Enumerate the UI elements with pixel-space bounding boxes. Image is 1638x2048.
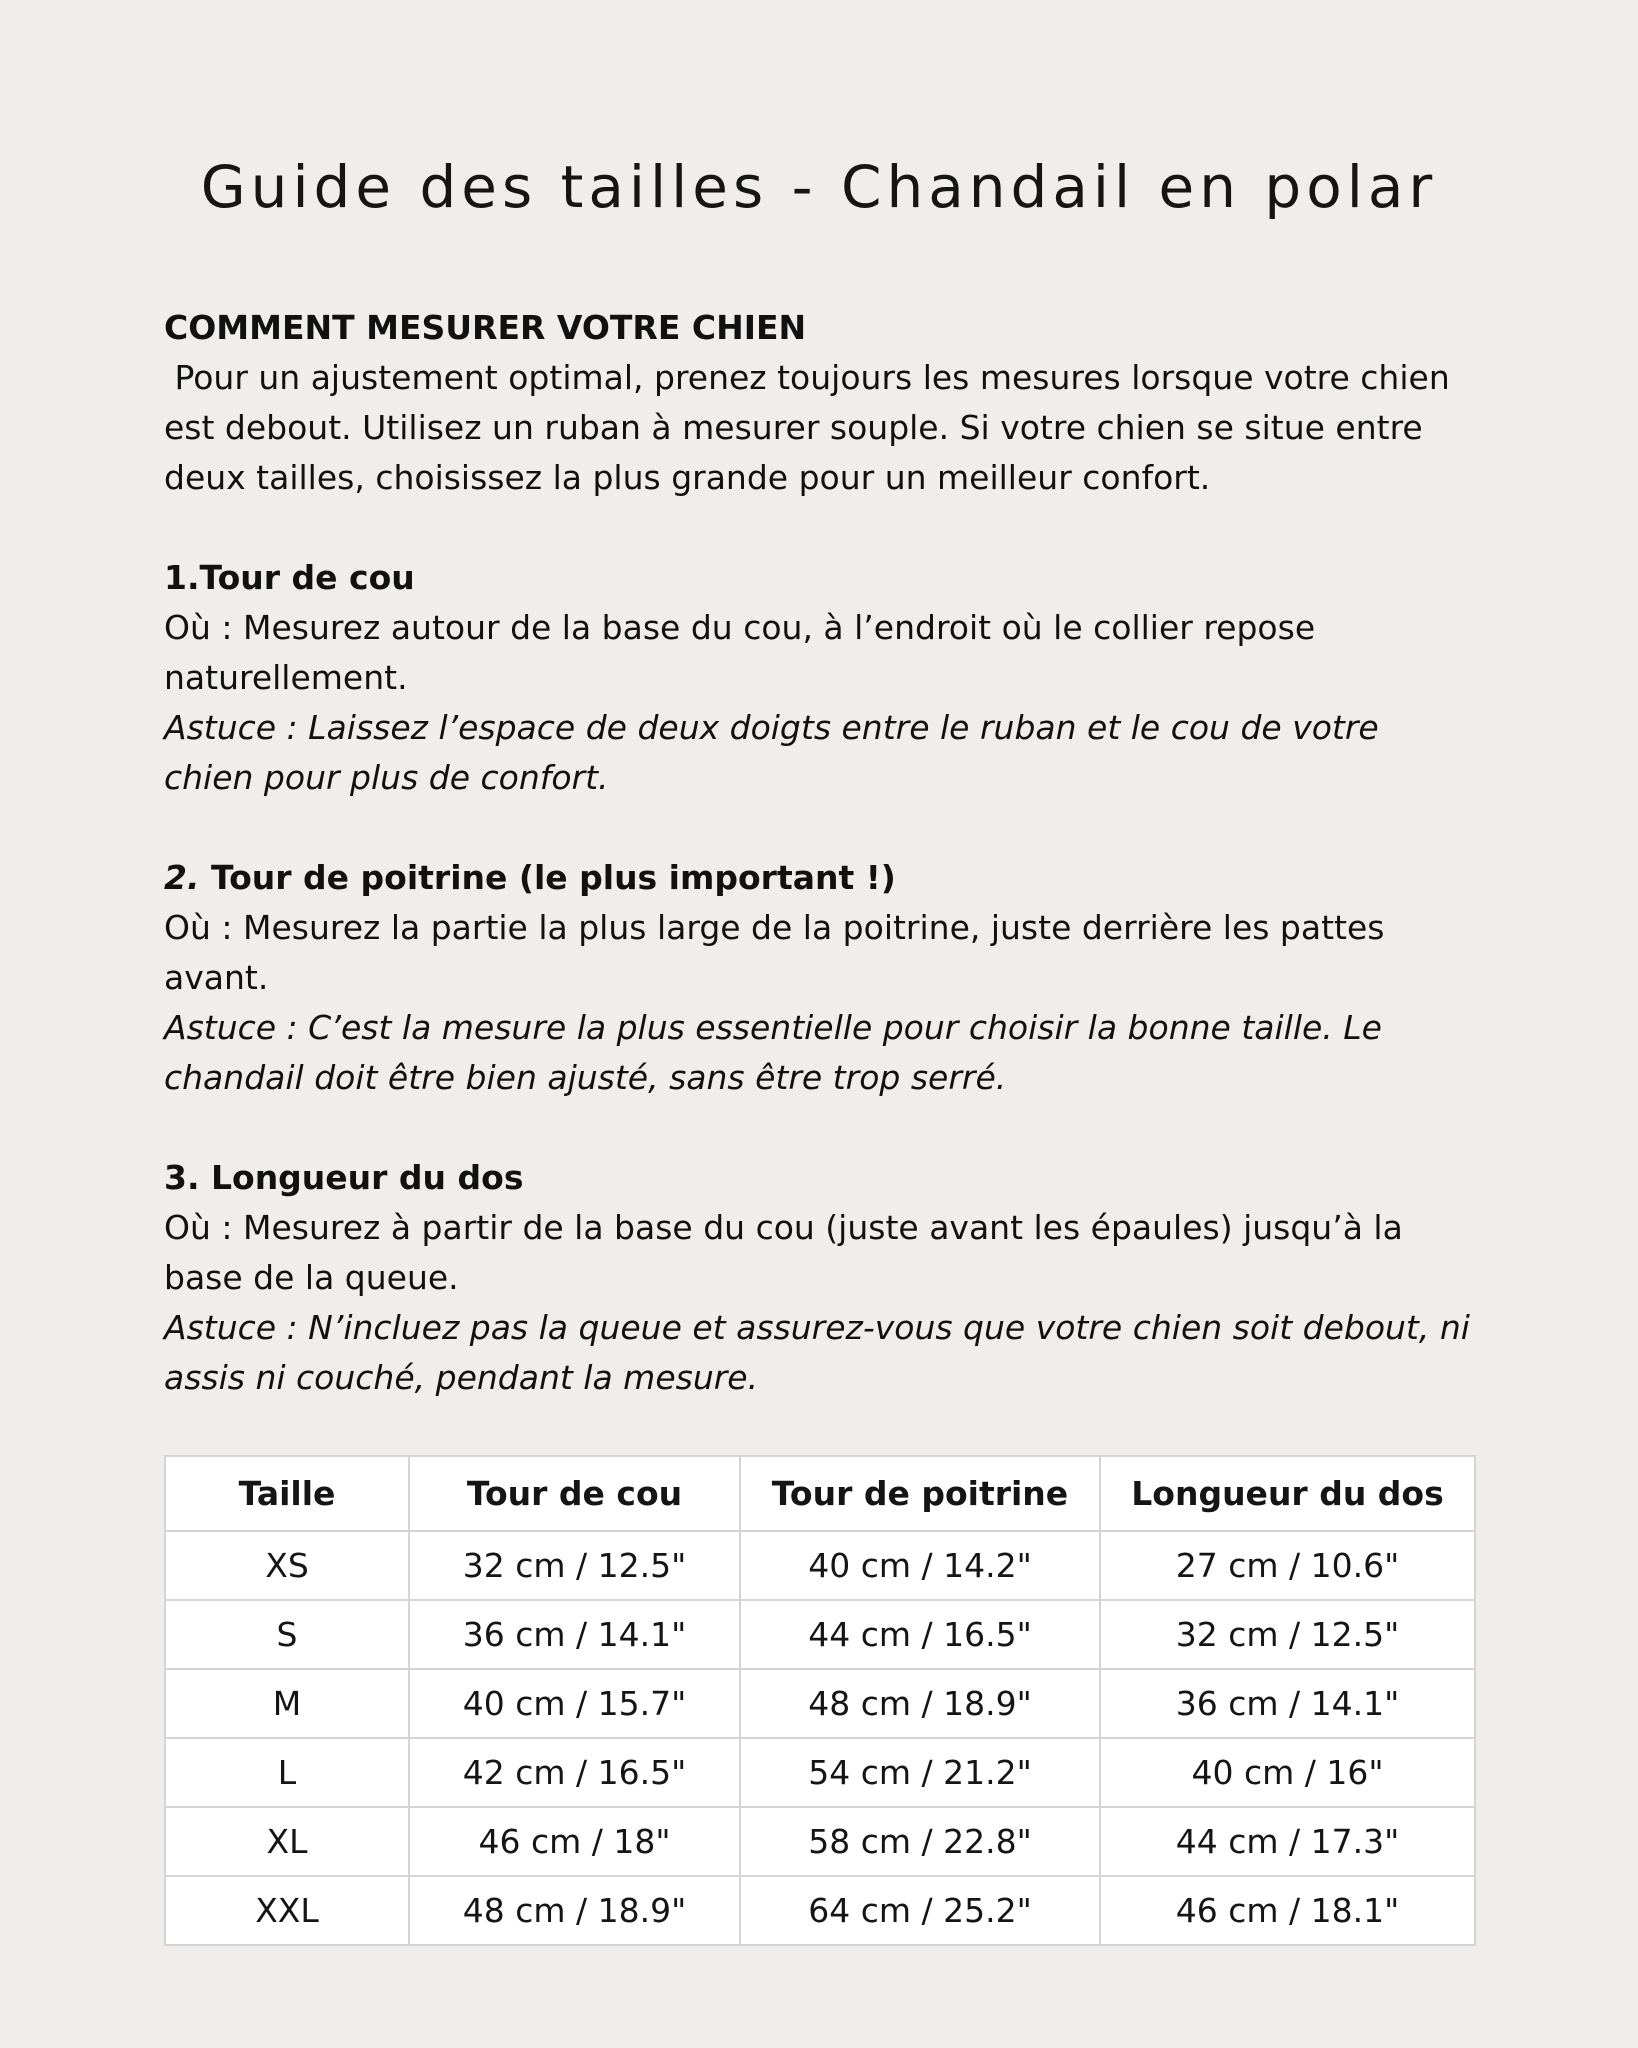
section-neck-where: Où : Mesurez autour de la base du cou, à l’endroit où le collier repose naturellement. — [164, 608, 1316, 697]
section-back-tip: Astuce : N’incluez pas la queue et assurez-vous que votre chien soit debout, ni assis ni couché, pendant la mesure. — [164, 1308, 1470, 1397]
table-row — [165, 1669, 1475, 1738]
cell-size: XS — [165, 1531, 409, 1600]
table-row — [165, 1600, 1475, 1669]
cell-chest: 58 cm / 22.8" — [740, 1807, 1100, 1876]
page-title: Guide des tailles - Chandail en polar — [200, 153, 1438, 221]
cell-neck: 46 cm / 18" — [409, 1807, 740, 1876]
section-chest-tip: Astuce : C’est la mesure la plus essentielle pour choisir la bonne taille. Le chandail doit être bien ajusté, sans être trop serré. — [164, 1008, 1382, 1097]
spacer — [164, 803, 1474, 853]
spacer — [164, 1103, 1474, 1153]
table-row — [165, 1531, 1475, 1600]
spacer — [164, 503, 1474, 553]
section-number: 3. — [164, 1158, 200, 1197]
section-chest-where: Où : Mesurez la partie la plus large de la poitrine, juste derrière les pattes avant. — [164, 908, 1385, 997]
cell-size: L — [165, 1738, 409, 1807]
section-chest-heading — [164, 853, 1474, 903]
header-chest: Tour de poitrine — [740, 1456, 1100, 1531]
header-size: Taille — [165, 1456, 409, 1531]
section-title: Tour de cou — [199, 558, 415, 597]
cell-back-length: 44 cm / 17.3" — [1100, 1807, 1475, 1876]
cell-neck: 40 cm / 15.7" — [409, 1669, 740, 1738]
cell-size: XXL — [165, 1876, 409, 1945]
table-row — [165, 1876, 1475, 1945]
cell-neck: 48 cm / 18.9" — [409, 1876, 740, 1945]
cell-chest: 44 cm / 16.5" — [740, 1600, 1100, 1669]
table-row — [165, 1807, 1475, 1876]
cell-neck: 36 cm / 14.1" — [409, 1600, 740, 1669]
section-number: 1. — [164, 558, 200, 597]
header-back-length: Longueur du dos — [1100, 1456, 1475, 1531]
cell-neck: 32 cm / 12.5" — [409, 1531, 740, 1600]
section-number: 2. — [164, 858, 200, 897]
cell-back-length: 27 cm / 10.6" — [1100, 1531, 1475, 1600]
cell-chest: 40 cm / 14.2" — [740, 1531, 1100, 1600]
cell-back-length: 40 cm / 16" — [1100, 1738, 1475, 1807]
section-neck-heading — [164, 553, 1474, 603]
cell-chest: 48 cm / 18.9" — [740, 1669, 1100, 1738]
cell-size: S — [165, 1600, 409, 1669]
cell-chest: 54 cm / 21.2" — [740, 1738, 1100, 1807]
table-header-row — [165, 1456, 1475, 1531]
intro-heading: COMMENT MESURER VOTRE CHIEN — [164, 308, 807, 347]
section-neck-tip: Astuce : Laissez l’espace de deux doigts entre le ruban et le cou de votre chien pour plus de confort. — [164, 708, 1379, 797]
section-back-where: Où : Mesurez à partir de la base du cou (juste avant les épaules) jusqu’à la base de la queue. — [164, 1208, 1403, 1297]
cell-size: M — [165, 1669, 409, 1738]
section-title: Longueur du dos — [199, 1158, 524, 1197]
cell-chest: 64 cm / 25.2" — [740, 1876, 1100, 1945]
cell-neck: 42 cm / 16.5" — [409, 1738, 740, 1807]
instructions — [164, 303, 1474, 1403]
table-row — [165, 1738, 1475, 1807]
cell-back-length: 36 cm / 14.1" — [1100, 1669, 1475, 1738]
section-back-heading — [164, 1153, 1474, 1203]
intro-text: Pour un ajustement optimal, prenez toujours les mesures lorsque votre chien est debout. Utilisez un ruban à mesurer souple. Si votre chien se situe entre deux tailles, choisissez la plus grande pour un meilleur confort. — [164, 358, 1461, 497]
cell-back-length: 46 cm / 18.1" — [1100, 1876, 1475, 1945]
cell-size: XL — [165, 1807, 409, 1876]
size-table — [164, 1455, 1476, 1946]
cell-back-length: 32 cm / 12.5" — [1100, 1600, 1475, 1669]
section-title: Tour de poitrine (le plus important !) — [199, 858, 896, 897]
header-neck: Tour de cou — [409, 1456, 740, 1531]
